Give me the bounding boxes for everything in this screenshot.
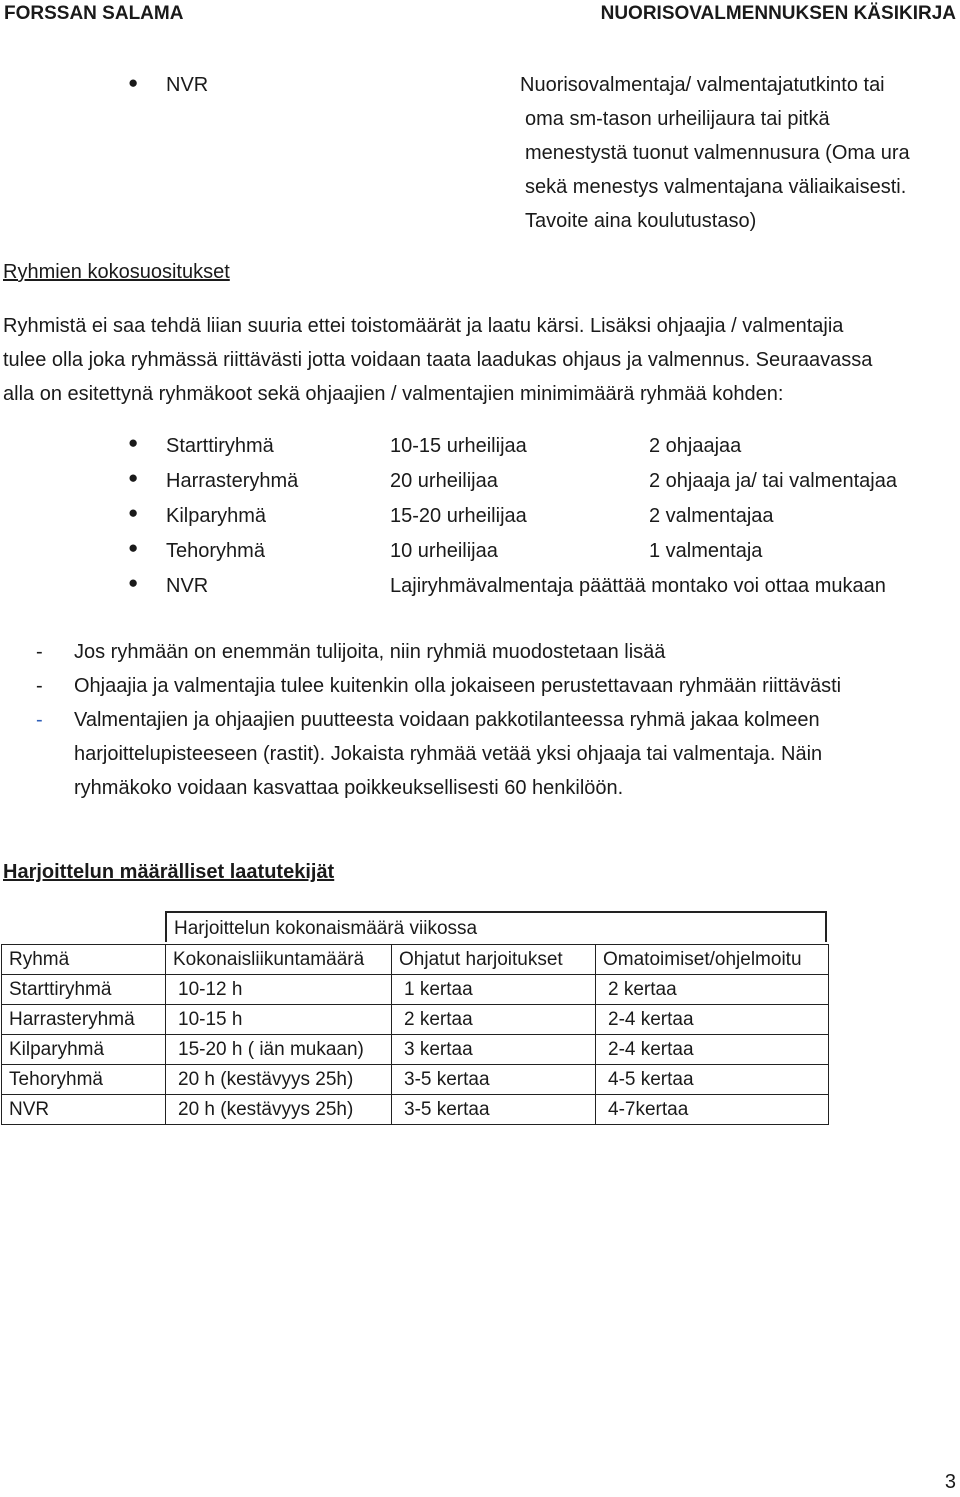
top-item-line: Tavoite aina koulutustaso) <box>525 210 757 232</box>
bullet-icon: ● <box>128 538 139 557</box>
group-staff: 2 ohjaaja ja/ tai valmentajaa <box>649 470 897 492</box>
group-name: Tehoryhmä <box>166 540 265 562</box>
dash-marker: - <box>36 675 43 697</box>
list-item <box>128 569 948 604</box>
dash-marker: - <box>36 709 43 731</box>
column-header: Ohjatut harjoitukset <box>392 945 596 975</box>
list-item <box>36 669 946 703</box>
table-cell: NVR <box>2 1095 166 1125</box>
table-cell: 10-12 h <box>166 975 392 1005</box>
bullet-icon: ● <box>128 433 139 452</box>
top-item-line: menestystä tuonut valmennusura (Oma ura <box>525 142 910 164</box>
list-item <box>128 429 948 464</box>
table-cell: 10-15 h <box>166 1005 392 1035</box>
paragraph-line: tulee olla joka ryhmässä riittävästi jotta voidaan taata laadukas ohjaus ja valmennus. Seuraavassa <box>3 349 873 371</box>
group-size-list <box>128 429 948 604</box>
group-staff: 2 ohjaajaa <box>649 435 742 457</box>
group-size: 10 urheilijaa <box>390 540 498 562</box>
top-item-description <box>520 68 950 238</box>
table-cell: 2 kertaa <box>392 1005 596 1035</box>
group-name: Harrasteryhmä <box>166 470 299 492</box>
top-item-line: Nuorisovalmentaja/ valmentajatutkinto tai <box>520 74 885 96</box>
bullet-icon: ● <box>128 573 139 592</box>
table-cell: Starttiryhmä <box>2 975 166 1005</box>
table-cell: Tehoryhmä <box>2 1065 166 1095</box>
group-name: Starttiryhmä <box>166 435 274 457</box>
paragraph-line: Ryhmistä ei saa tehdä liian suuria ettei toistomäärät ja laatu kärsi. Lisäksi ohjaajia / valmentajia <box>3 315 844 337</box>
group-size: 20 urheilijaa <box>390 470 498 492</box>
table-row <box>2 975 829 1005</box>
dash-list <box>36 635 946 805</box>
dash-marker: - <box>36 641 43 663</box>
list-item <box>128 534 948 569</box>
group-size: 15-20 urheilijaa <box>390 505 527 527</box>
list-item <box>128 464 948 499</box>
page-number: 3 <box>944 1471 956 1493</box>
table-cell: 3 kertaa <box>392 1035 596 1065</box>
group-name: NVR <box>166 575 209 597</box>
bullet-icon: ● <box>128 468 139 487</box>
group-size: 10-15 urheilijaa <box>390 435 527 457</box>
table-cell: 4-5 kertaa <box>596 1065 829 1095</box>
section-heading-group-sizes: Ryhmien kokosuositukset <box>3 261 230 283</box>
table-cell: 20 h (kestävyys 25h) <box>166 1065 392 1095</box>
table-row <box>2 1095 829 1125</box>
table-cell: 3-5 kertaa <box>392 1065 596 1095</box>
table-cell: 15-20 h ( iän mukaan) <box>166 1035 392 1065</box>
group-size: Lajiryhmävalmentaja päättää montako voi ottaa mukaan <box>390 575 886 597</box>
list-item <box>36 635 946 669</box>
dash-item-text: Jos ryhmään on enemmän tulijoita, niin ryhmiä muodostetaan lisää <box>74 641 666 663</box>
column-header: Kokonaisliikuntamäärä <box>166 945 392 975</box>
table-row <box>2 1035 829 1065</box>
bullet-icon: ● <box>128 503 139 522</box>
table-row <box>2 1005 829 1035</box>
table-cell: 4-7kertaa <box>596 1095 829 1125</box>
table-header-row <box>2 945 829 975</box>
table-cell: 3-5 kertaa <box>392 1095 596 1125</box>
table-cell: 2-4 kertaa <box>596 1035 829 1065</box>
list-item <box>128 499 948 534</box>
dash-item-line: ryhmäkoko voidaan kasvattaa poikkeuksellisesti 60 henkilöön. <box>74 777 624 799</box>
header-right-title: NUORISOVALMENNUKSEN KÄSIKIRJA <box>600 3 956 24</box>
top-item-line: oma sm-tason urheilijaura tai pitkä <box>525 108 830 130</box>
intro-paragraph <box>3 309 872 411</box>
header-left-title: FORSSAN SALAMA <box>4 3 184 24</box>
group-staff: 2 valmentajaa <box>649 505 774 527</box>
dash-item-text: Ohjaajia ja valmentajia tulee kuitenkin olla jokaiseen perustettavaan ryhmään riittävästi <box>74 675 842 697</box>
table-cell: 1 kertaa <box>392 975 596 1005</box>
training-table <box>1 944 829 1125</box>
table-cell: 2 kertaa <box>596 975 829 1005</box>
list-item <box>36 703 946 805</box>
table-cell: 20 h (kestävyys 25h) <box>166 1095 392 1125</box>
table-row <box>2 1065 829 1095</box>
table-span-header: Harjoittelun kokonaismäärä viikossa <box>165 911 827 942</box>
table-cell: Harrasteryhmä <box>2 1005 166 1035</box>
top-item-line: sekä menestys valmentajana väliaikaisesti. <box>525 176 907 198</box>
table-cell: 2-4 kertaa <box>596 1005 829 1035</box>
section-heading-training-quantity: Harjoittelun määrälliset laatutekijät <box>3 861 335 883</box>
paragraph-line: alla on esitettynä ryhmäkoot sekä ohjaajien / valmentajien minimimäärä ryhmää kohden: <box>3 383 784 405</box>
table-cell: Kilparyhmä <box>2 1035 166 1065</box>
group-name: Kilparyhmä <box>166 505 267 527</box>
top-item-name: NVR <box>166 74 209 96</box>
dash-item-text-block <box>74 703 822 805</box>
bullet-icon: ● <box>128 73 139 92</box>
group-staff: 1 valmentaja <box>649 540 763 562</box>
column-header: Omatoimiset/ohjelmoitu <box>596 945 829 975</box>
dash-item-line: harjoittelupisteeseen (rastit). Jokaista ryhmää vetää yksi ohjaaja tai valmentaja. Näin <box>74 743 823 765</box>
column-header: Ryhmä <box>2 945 166 975</box>
dash-item-line: Valmentajien ja ohjaajien puutteesta voidaan pakkotilanteessa ryhmä jakaa kolmeen <box>74 709 820 731</box>
